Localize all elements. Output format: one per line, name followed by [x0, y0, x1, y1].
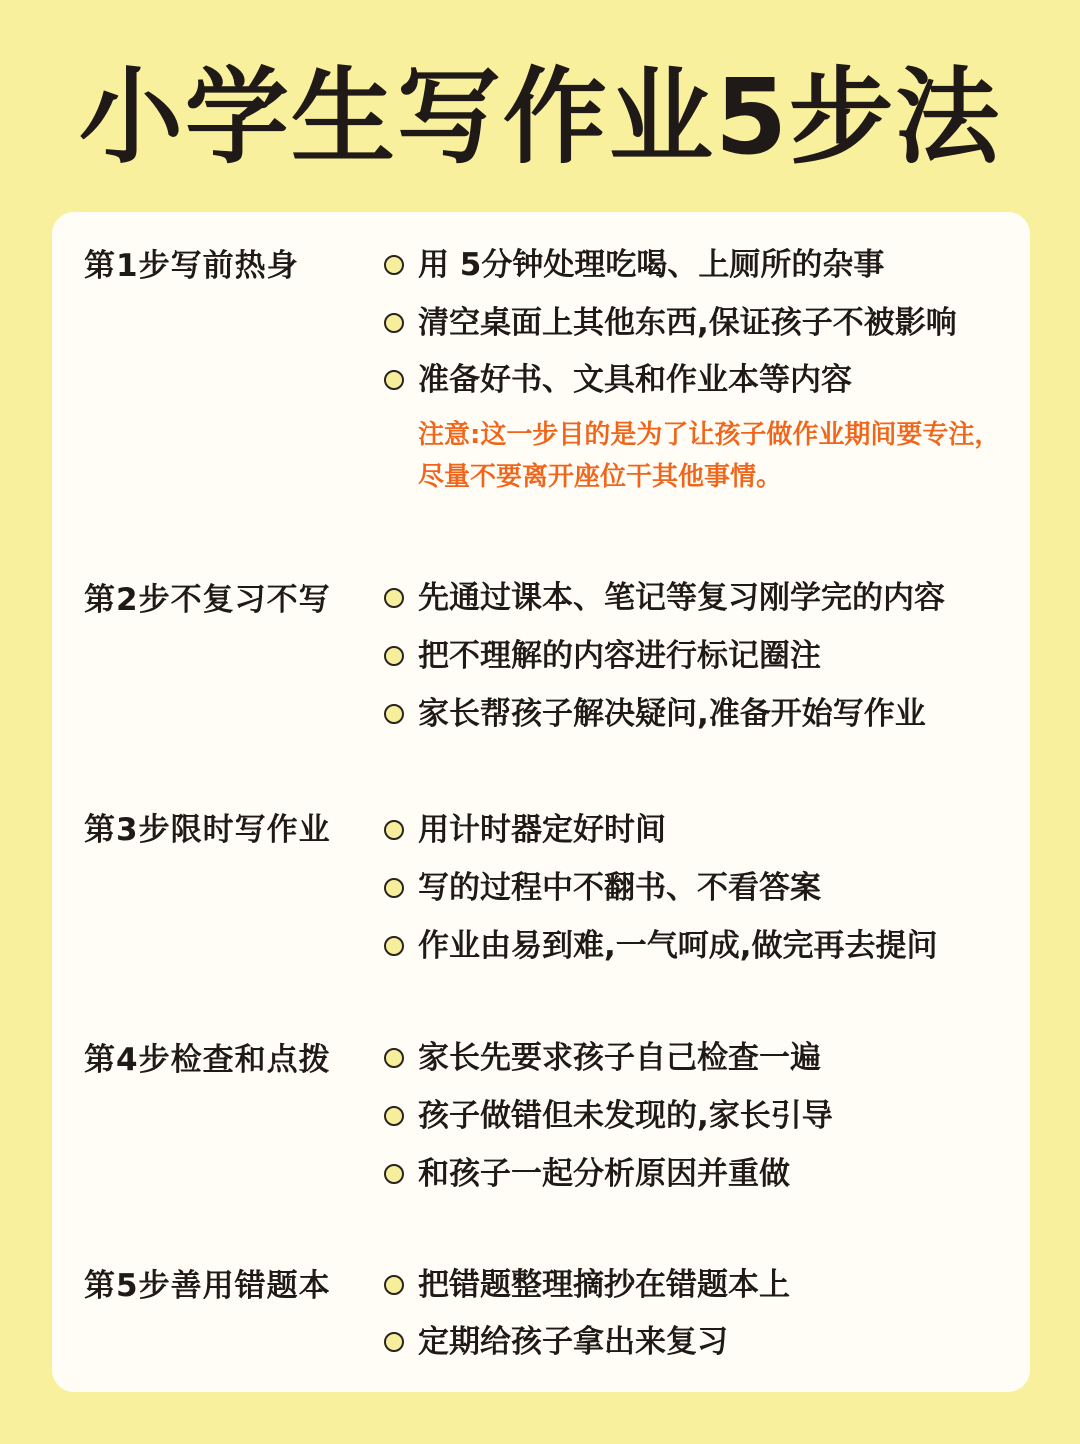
step-4-item-1-text: 家长先要求孩子自己检查一遍 — [418, 1040, 821, 1076]
step-1-item-2 — [384, 303, 957, 343]
bullet-circle-icon — [384, 1275, 404, 1295]
bullet-circle-icon — [384, 1106, 404, 1126]
step-3-item-3 — [384, 926, 938, 966]
step-2-item-3 — [384, 694, 926, 734]
bullet-circle-icon — [384, 936, 404, 956]
step-3-item-3-text: 作业由易到难,一气呵成,做完再去提问 — [418, 928, 938, 964]
step-2-item-2 — [384, 636, 821, 676]
step-4-item-3 — [384, 1154, 790, 1194]
step-4-label: 第4步检查和点拨 — [84, 1042, 331, 1078]
step-2-item-2-text: 把不理解的内容进行标记圈注 — [418, 638, 821, 674]
step-1-note: 注意:这一步目的是为了让孩子做作业期间要专注，尽量不要离开座位干其他事情。 — [418, 420, 1001, 492]
bullet-circle-icon — [384, 1332, 404, 1352]
page-title: 小学生写作业5步法 — [78, 56, 1002, 178]
step-4-item-2-text: 孩子做错但未发现的,家长引导 — [418, 1098, 833, 1134]
step-1-item-1-text: 用 5分钟处理吃喝、上厕所的杂事 — [418, 247, 885, 283]
step-1-item-3-text: 准备好书、文具和作业本等内容 — [418, 362, 852, 398]
bullet-circle-icon — [384, 704, 404, 724]
step-4-item-3-text: 和孩子一起分析原因并重做 — [418, 1156, 790, 1192]
step-3-item-1 — [384, 810, 666, 850]
step-1-item-2-text: 清空桌面上其他东西,保证孩子不被影响 — [418, 305, 957, 341]
bullet-circle-icon — [384, 255, 404, 275]
step-1-item-1 — [384, 245, 884, 285]
step-3-item-1-text: 用计时器定好时间 — [418, 812, 666, 848]
step-4-item-2 — [384, 1096, 833, 1136]
bullet-circle-icon — [384, 588, 404, 608]
step-3-item-2-text: 写的过程中不翻书、不看答案 — [418, 870, 821, 906]
bullet-circle-icon — [384, 1164, 404, 1184]
bullet-circle-icon — [384, 646, 404, 666]
step-4-item-1 — [384, 1038, 821, 1078]
step-5-item-2 — [384, 1322, 728, 1362]
bullet-circle-icon — [384, 1048, 404, 1068]
step-5-label: 第5步善用错题本 — [84, 1268, 331, 1304]
step-2-item-1 — [384, 578, 945, 618]
step-3-label: 第3步限时写作业 — [84, 812, 331, 848]
step-3-item-2 — [384, 868, 821, 908]
step-1-item-3 — [384, 360, 852, 400]
step-5-item-1-text: 把错题整理摘抄在错题本上 — [418, 1267, 790, 1303]
bullet-circle-icon — [384, 878, 404, 898]
step-2-item-1-text: 先通过课本、笔记等复习刚学完的内容 — [418, 580, 945, 616]
bullet-circle-icon — [384, 820, 404, 840]
bullet-circle-icon — [384, 313, 404, 333]
step-5-item-2-text: 定期给孩子拿出来复习 — [418, 1324, 728, 1360]
step-1-label: 第1步写前热身 — [84, 248, 299, 284]
step-2-item-3-text: 家长帮孩子解决疑问,准备开始写作业 — [418, 696, 926, 732]
bullet-circle-icon — [384, 370, 404, 390]
step-2-label: 第2步不复习不写 — [84, 582, 331, 618]
step-5-item-1 — [384, 1265, 790, 1305]
